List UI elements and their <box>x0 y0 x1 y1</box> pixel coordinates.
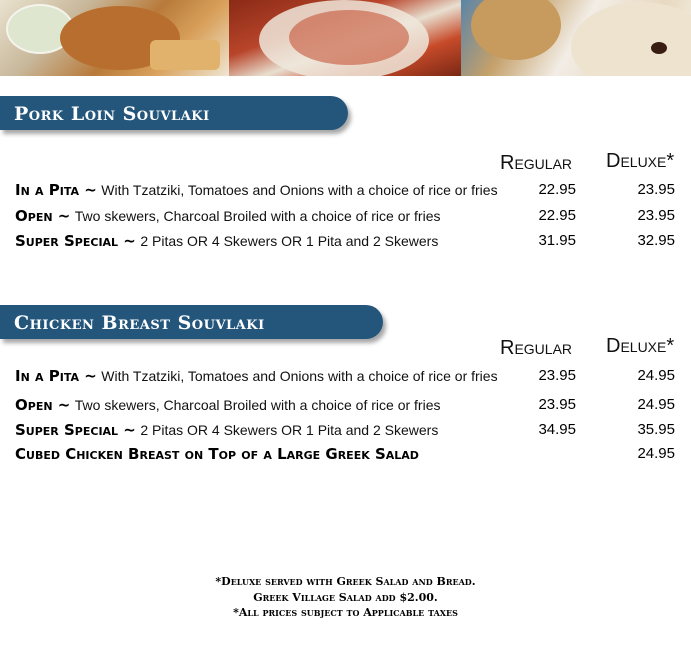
menu-item-description: 2 Pitas OR 4 Skewers OR 1 Pita and 2 Skewers <box>140 233 439 249</box>
menu-item-name: Open ~ <box>15 207 71 225</box>
price-regular: 23.95 <box>538 367 576 384</box>
column-header-deluxe: Deluxe* <box>606 150 675 172</box>
menu-item-description: With Tzatziki, Tomatoes and Onions with a choice of rice or fries <box>101 182 498 198</box>
pork-loin-souvlaki-banner <box>0 96 348 130</box>
menu-item-row <box>15 445 681 467</box>
price-deluxe: 35.95 <box>637 421 675 438</box>
menu-item-row <box>15 232 681 254</box>
price-deluxe: 24.95 <box>637 396 675 413</box>
price-deluxe: 24.95 <box>637 445 675 462</box>
column-header-regular: Regular <box>500 337 573 359</box>
menu-item-row <box>15 207 681 229</box>
fried-chicken-photo <box>0 0 229 76</box>
menu-item-description: Two skewers, Charcoal Broiled with a choice of rice or fries <box>74 397 441 413</box>
menu-item-row <box>15 396 681 418</box>
footer-note-deluxe: *Deluxe served with Greek Salad and Bread. <box>215 575 476 588</box>
menu-item-name: Super Special ~ <box>15 232 136 250</box>
menu-item-name: Super Special ~ <box>15 421 136 439</box>
menu-item-description: Two skewers, Charcoal Broiled with a choice of rice or fries <box>74 208 441 224</box>
menu-item-description: 2 Pitas OR 4 Skewers OR 1 Pita and 2 Skewers <box>140 422 439 438</box>
section-title: Chicken Breast Souvlaki <box>14 312 265 334</box>
footer-note-salad: Greek Village Salad add $2.00. <box>253 591 438 604</box>
price-deluxe: 24.95 <box>637 367 675 384</box>
menu-item-row <box>15 181 681 203</box>
menu-item-name: Cubed Chicken Breast on Top of a Large Greek Salad <box>15 445 419 463</box>
section-title: Pork Loin Souvlaki <box>14 103 210 125</box>
price-regular: 34.95 <box>538 421 576 438</box>
menu-item-name: In a Pita ~ <box>15 181 97 199</box>
pasta-dish-photo <box>229 0 461 76</box>
price-regular: 23.95 <box>538 396 576 413</box>
food-photo-strip <box>0 0 691 76</box>
price-regular: 22.95 <box>538 181 576 198</box>
chicken-breast-souvlaki-banner <box>0 305 383 339</box>
menu-item-name: In a Pita ~ <box>15 367 97 385</box>
footer-note-taxes: *All prices subject to Applicable taxes <box>233 606 458 619</box>
pita-bread-photo <box>461 0 691 76</box>
column-header-deluxe: Deluxe* <box>606 335 675 357</box>
menu-item-description: With Tzatziki, Tomatoes and Onions with a choice of rice or fries <box>101 368 498 384</box>
menu-item-row <box>15 367 681 389</box>
price-deluxe: 32.95 <box>637 232 675 249</box>
column-header-regular: Regular <box>500 152 573 174</box>
menu-item-row <box>15 421 681 443</box>
price-regular: 31.95 <box>538 232 576 249</box>
menu-item-name: Open ~ <box>15 396 71 414</box>
price-deluxe: 23.95 <box>637 207 675 224</box>
price-regular: 22.95 <box>538 207 576 224</box>
price-deluxe: 23.95 <box>637 181 675 198</box>
